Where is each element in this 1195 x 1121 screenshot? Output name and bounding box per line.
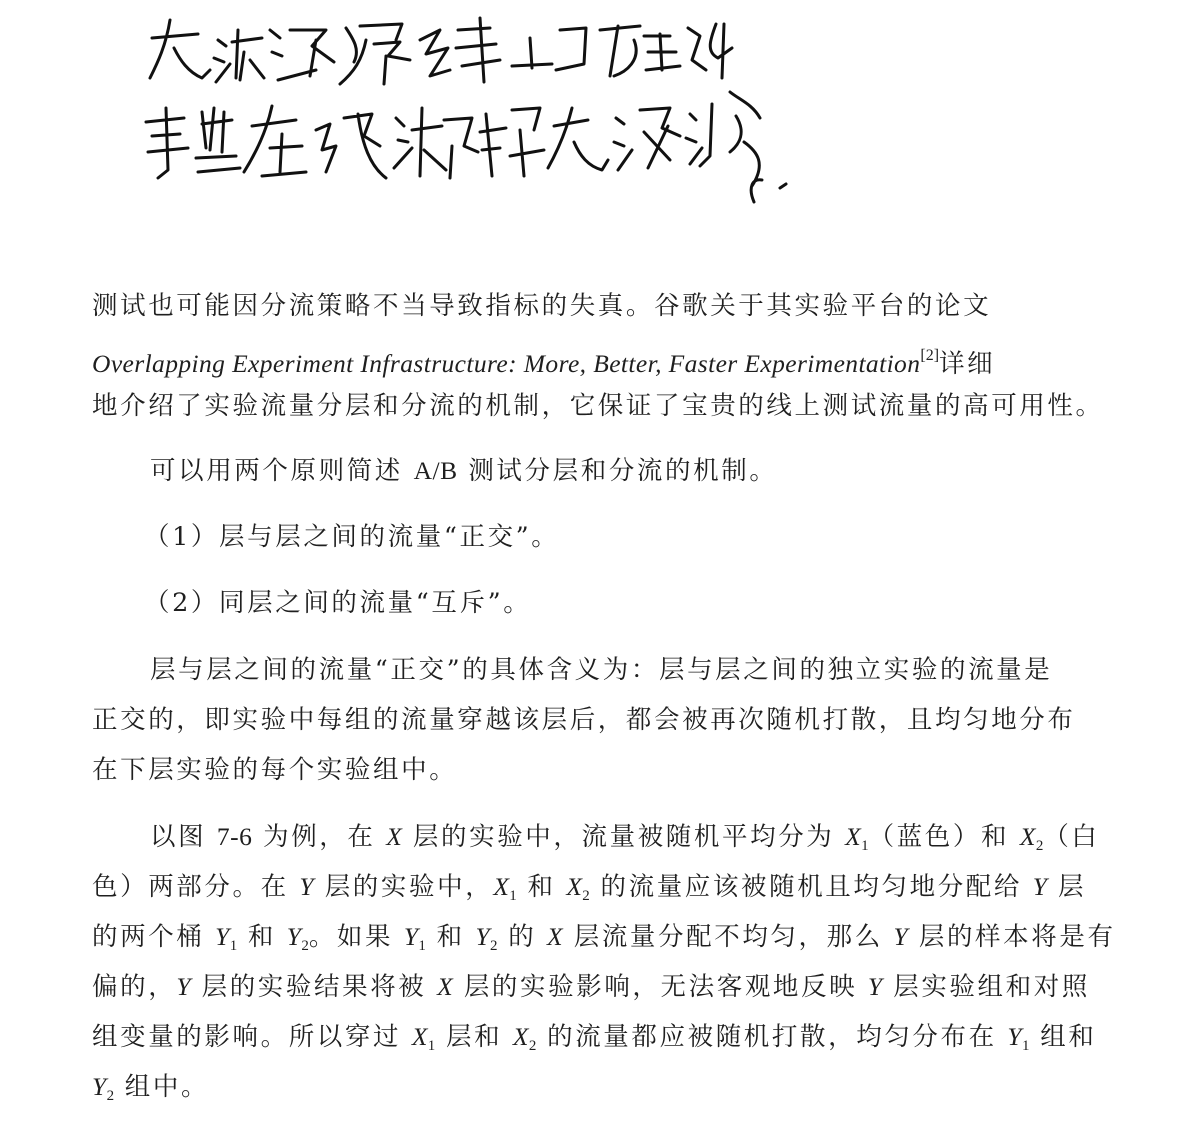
paragraph-2-suffix: 测试分层和分流的机制。 bbox=[457, 456, 778, 486]
principle-1-number: （1） bbox=[144, 522, 220, 552]
paragraph-4-line-5: 组变量的影响。所以穿过 $X_1$ 层和 $X_2$ 的流量都应被随机打散，均匀分布在 $Y_1$ 组和 bbox=[92, 1022, 1097, 1054]
principle-2 bbox=[92, 578, 1107, 628]
principle-1 bbox=[92, 512, 1107, 562]
paragraph-1-line-2-tail: 详细 bbox=[939, 349, 996, 379]
paragraph-4-line-6: $Y_2$ 组中。 bbox=[92, 1072, 210, 1104]
paragraph-4-line-2: 色）两部分。在 Y 层的实验中，$X_1$ 和 $X_2$ 的流量应该被随机且均匀地分配给 Y 层 bbox=[92, 872, 1087, 904]
principle-2-text: 同层之间的流量“互斥”。 bbox=[219, 588, 532, 618]
paragraph-4 bbox=[92, 812, 1116, 1112]
paragraph-1-line-2 bbox=[92, 331, 1107, 381]
principle-2-number: （2） bbox=[144, 588, 220, 618]
principle-2-line bbox=[92, 578, 1107, 628]
paragraph-2-line-1 bbox=[92, 446, 1107, 496]
citation-marker: [2] bbox=[920, 347, 940, 364]
paragraph-1-line-1: 测试也可能因分流策略不当导致指标的失真。谷歌关于其实验平台的论文 bbox=[92, 291, 992, 321]
principle-1-line bbox=[92, 512, 1107, 562]
paragraph-2-prefix: 可以用两个原则简述 bbox=[150, 456, 414, 486]
paragraph-2 bbox=[92, 446, 1107, 496]
principle-1-text: 层与层之间的流量“正交”。 bbox=[219, 522, 560, 552]
paragraph-1 bbox=[92, 281, 1107, 431]
paragraph-4-line-4: 偏的，Y 层的实验结果将被 X 层的实验影响，无法客观地反映 Y 层实验组和对照 bbox=[92, 972, 1090, 1002]
paragraph-4-line-1: 以图 7-6 为例，在 X 层的实验中，流量被随机平均分为 $X_1$（蓝色）和 $X_2$（白 bbox=[150, 822, 1100, 854]
paragraph-3-line-1: 层与层之间的流量“正交”的具体含义为：层与层之间的独立实验的流量是 bbox=[150, 655, 1053, 685]
ab-test-term: A/B bbox=[413, 456, 458, 485]
paragraph-3 bbox=[92, 645, 1107, 795]
paper-title: Overlapping Experiment Infrastructure: More, Better, Faster Experimentation bbox=[92, 349, 921, 378]
handwritten-annotation bbox=[140, 0, 820, 215]
paragraph-3-line-3: 在下层实验的每个实验组中。 bbox=[92, 755, 458, 785]
paragraph-1-line-3: 地介绍了实验流量分层和分流的机制，它保证了宝贵的线上测试流量的高可用性。 bbox=[92, 391, 1104, 421]
paragraph-4-line-3: 的两个桶 $Y_1$ 和 $Y_2$。如果 $Y_1$ 和 $Y_2$ 的 X 层流量分配不均匀，那么 Y 层的样本将是有 bbox=[92, 922, 1116, 954]
paragraph-3-line-2: 正交的，即实验中每组的流量穿越该层后，都会被再次随机打散，且均匀地分布 bbox=[92, 705, 1076, 735]
handwriting-drawing bbox=[140, 0, 820, 215]
